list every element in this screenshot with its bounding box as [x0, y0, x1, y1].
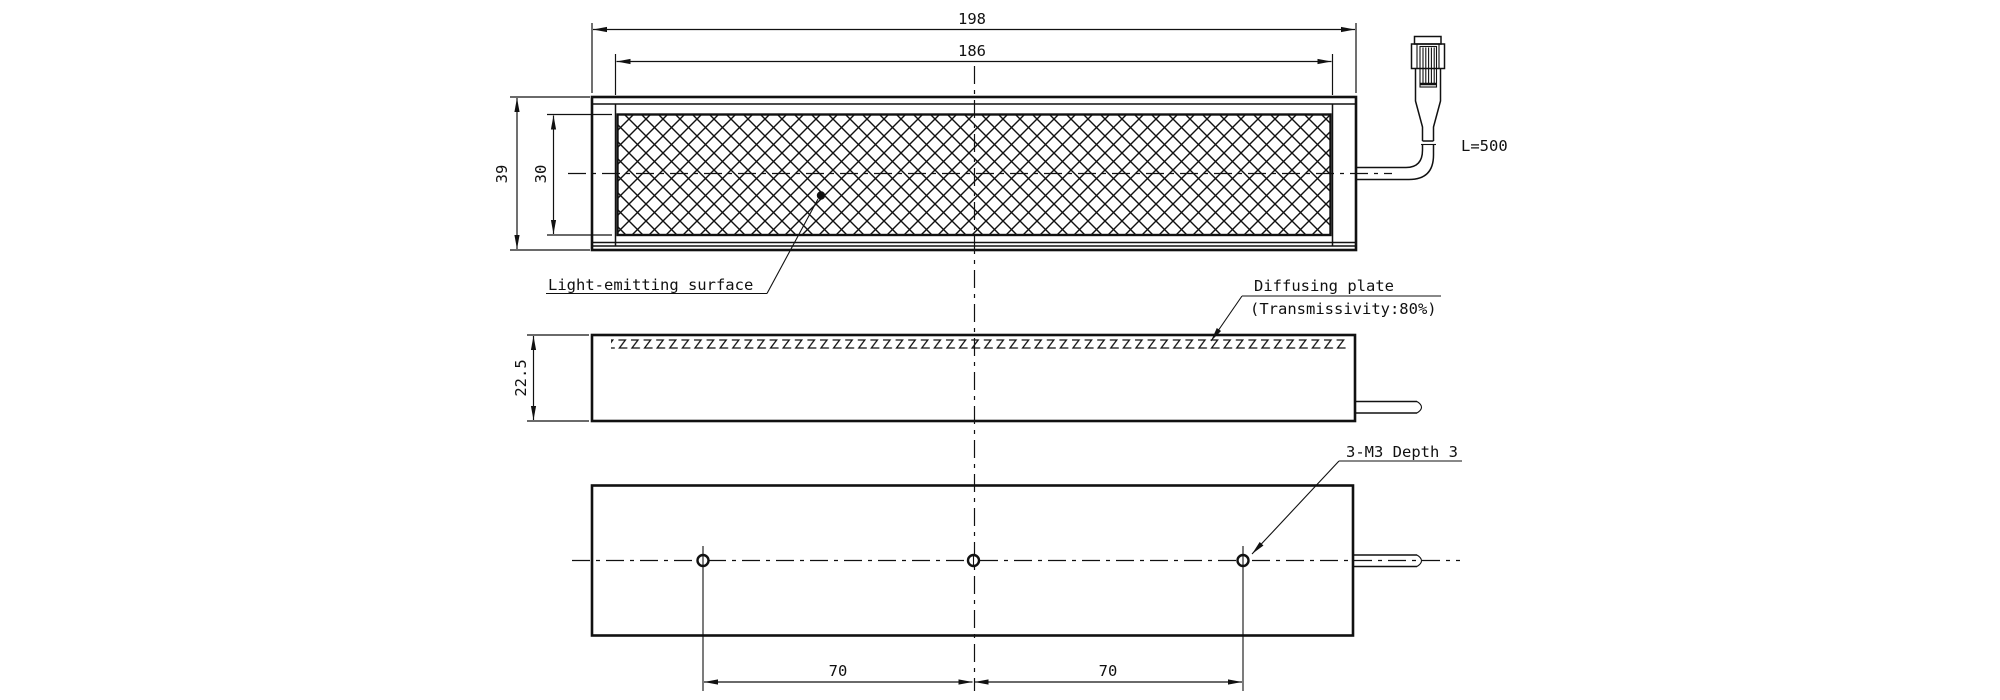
light-emitting-surface-hatch [618, 115, 1331, 236]
cable-top-edge [1356, 145, 1423, 168]
bottom-cable-break [1417, 555, 1422, 567]
leader-dot [817, 191, 825, 199]
dim-39-text: 39 [493, 164, 511, 184]
diffusing-plate-section [611, 339, 1349, 352]
dim-30-text: 30 [532, 164, 550, 184]
dimension-70-left [704, 662, 973, 682]
bottom-view [592, 486, 1422, 692]
dimension-30 [532, 115, 612, 236]
dim-70-left-text: 70 [828, 662, 848, 680]
dim-22-5-text: 22.5 [512, 359, 530, 397]
dimension-70-right [975, 662, 1243, 682]
cable-length-label: L=500 [1461, 137, 1508, 155]
side-view [592, 335, 1422, 421]
dim-186-text: 186 [958, 42, 986, 60]
leader-line [1252, 461, 1339, 554]
side-cable-break [1417, 402, 1422, 414]
front-view [592, 97, 1356, 250]
connector-contact-stripes [1423, 48, 1434, 85]
mounting-hole-callout [1252, 443, 1462, 554]
diffusing-plate-callout [1211, 277, 1441, 341]
transmissivity-label: (Transmissivity:80%) [1250, 300, 1437, 318]
cable-and-connector [1356, 37, 1508, 180]
diffusing-plate-label: Diffusing plate [1254, 277, 1394, 295]
connector-latch [1415, 37, 1442, 45]
light-emitting-surface-label: Light-emitting surface [548, 276, 754, 294]
dim-198-text: 198 [958, 10, 986, 28]
dimension-22-5 [512, 335, 589, 421]
mounting-hole-label: 3-M3 Depth 3 [1346, 443, 1458, 461]
dim-70-right-text: 70 [1098, 662, 1118, 680]
